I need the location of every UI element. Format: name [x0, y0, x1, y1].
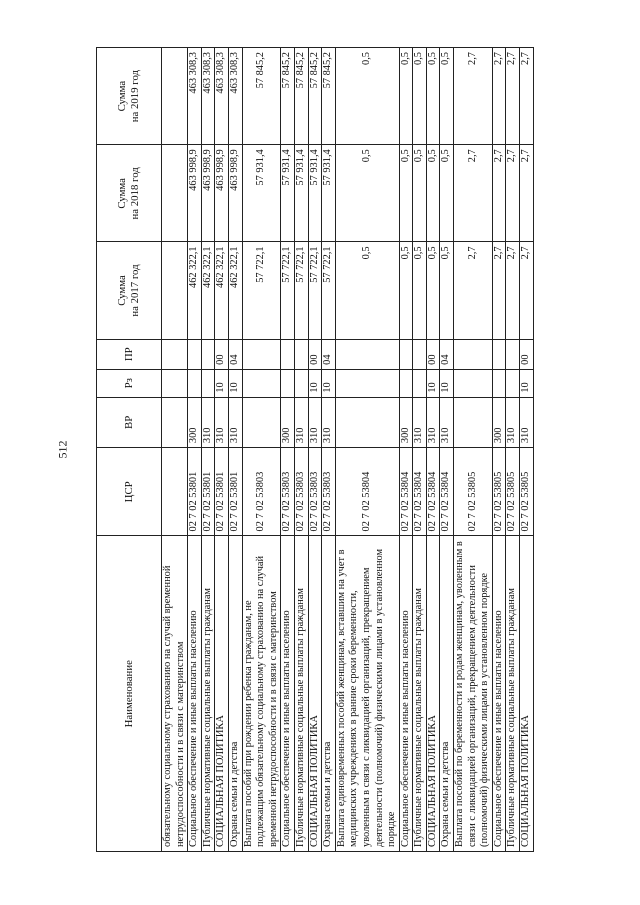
- table-cell-pr: [281, 339, 295, 369]
- table-cell-pr: 04: [440, 339, 454, 369]
- table-row: [281, 48, 295, 852]
- table-cell-pr: [294, 339, 308, 369]
- table-cell-sum-2019: 0,5: [335, 48, 399, 145]
- table-cell-name: Выплата пособий при рождении ребенка гражданам, не подлежащим обязательному социальному страхованию на случай временной нетрудоспособности и в связи с материнством: [242, 536, 281, 852]
- table-cell-sum-2017: [162, 242, 188, 339]
- table-cell-csr: [162, 448, 188, 536]
- table-cell-sum-2018: 463 998,9: [215, 145, 229, 242]
- table-cell-name: Публичные нормативные социальные выплаты гражданам: [201, 536, 215, 852]
- table-cell-sum-2017: 0,5: [440, 242, 454, 339]
- table-cell-csr: 02 7 02 53803: [294, 448, 308, 536]
- table-cell-pr: [188, 339, 202, 369]
- table-cell-name: СОЦИАЛЬНАЯ ПОЛИТИКА: [426, 536, 440, 852]
- table-cell-csr: 02 7 02 53804: [426, 448, 440, 536]
- table-cell-rz: 10: [520, 369, 534, 397]
- table-cell-vr: 310: [506, 397, 520, 447]
- table-cell-sum-2019: 2,7: [492, 48, 506, 145]
- table-cell-sum-2017: 57 722,1: [294, 242, 308, 339]
- table-cell-sum-2017: 0,5: [413, 242, 427, 339]
- table-cell-sum-2019: 2,7: [506, 48, 520, 145]
- header-sum-2019-line2: на 2019 год: [129, 69, 141, 123]
- table-row: [228, 48, 242, 852]
- table-cell-vr: 300: [399, 397, 413, 447]
- table-row: [492, 48, 506, 852]
- table-cell-csr: 02 7 02 53801: [201, 448, 215, 536]
- table-cell-sum-2018: 57 931,4: [322, 145, 336, 242]
- table-cell-vr: [454, 397, 493, 447]
- table-cell-sum-2018: 57 931,4: [281, 145, 295, 242]
- table-cell-pr: 00: [520, 339, 534, 369]
- table-cell-sum-2017: 0,5: [399, 242, 413, 339]
- table-cell-rz: [281, 369, 295, 397]
- table-row: [399, 48, 413, 852]
- table-cell-csr: 02 7 02 53803: [242, 448, 281, 536]
- table-cell-name: Выплата пособий по беременности и родам женщинам, уволенным в связи с ликвидацией организаций, прекращением деятельности (полномочий) физическими лицами в установленном порядке: [454, 536, 493, 852]
- table-cell-name: Выплата единовременных пособий женщинам, вставшим на учет в медицинских учреждениях в ранние сроки беременности, уволенным в связи с ликвидацией организаций, прекращением деятельности (полномочий) физическими лицами в установленном порядке: [335, 536, 399, 852]
- table-cell-sum-2019: 57 845,2: [308, 48, 322, 145]
- table-cell-pr: [335, 339, 399, 369]
- header-sum-2017: [97, 242, 162, 339]
- table-cell-sum-2018: 463 998,9: [188, 145, 202, 242]
- table-cell-name: Охрана семьи и детства: [228, 536, 242, 852]
- header-vr: ВР: [97, 397, 162, 447]
- table-cell-sum-2017: 2,7: [506, 242, 520, 339]
- table-cell-sum-2019: 57 845,2: [322, 48, 336, 145]
- table-cell-vr: 310: [322, 397, 336, 447]
- table-cell-vr: 310: [440, 397, 454, 447]
- table-cell-vr: 310: [201, 397, 215, 447]
- header-sum-2017-line2: на 2017 год: [129, 264, 141, 317]
- header-sum-2018-line1: Сумма: [116, 178, 129, 209]
- table-cell-sum-2018: 0,5: [335, 145, 399, 242]
- table-cell-name: СОЦИАЛЬНАЯ ПОЛИТИКА: [520, 536, 534, 852]
- table-cell-rz: [454, 369, 493, 397]
- table-cell-sum-2017: 57 722,1: [308, 242, 322, 339]
- table-row: [188, 48, 202, 852]
- table-cell-sum-2017: 2,7: [520, 242, 534, 339]
- table-cell-rz: 10: [426, 369, 440, 397]
- table-cell-sum-2017: 0,5: [426, 242, 440, 339]
- table-cell-rz: 10: [440, 369, 454, 397]
- table-cell-csr: 02 7 02 53805: [492, 448, 506, 536]
- table-cell-rz: [399, 369, 413, 397]
- table-row: [162, 48, 188, 852]
- table-row: [413, 48, 427, 852]
- table-cell-csr: 02 7 02 53805: [520, 448, 534, 536]
- table-cell-sum-2018: 57 931,4: [308, 145, 322, 242]
- table-cell-csr: 02 7 02 53804: [335, 448, 399, 536]
- header-rz: Рз: [97, 369, 162, 397]
- table-cell-rz: 10: [215, 369, 229, 397]
- table-cell-sum-2019: [162, 48, 188, 145]
- table-cell-csr: 02 7 02 53801: [215, 448, 229, 536]
- table-cell-pr: [201, 339, 215, 369]
- table-cell-vr: 310: [215, 397, 229, 447]
- table-cell-sum-2019: 2,7: [520, 48, 534, 145]
- table-cell-sum-2019: 57 845,2: [242, 48, 281, 145]
- table-cell-rz: [506, 369, 520, 397]
- table-row: [506, 48, 520, 852]
- table-cell-sum-2019: 463 308,3: [188, 48, 202, 145]
- table-cell-vr: 300: [281, 397, 295, 447]
- table-cell-name: Публичные нормативные социальные выплаты гражданам: [294, 536, 308, 852]
- table-cell-sum-2019: 463 308,3: [201, 48, 215, 145]
- table-cell-rz: 10: [322, 369, 336, 397]
- table-cell-name: Социальное обеспечение и иные выплаты населению: [492, 536, 506, 852]
- table-cell-rz: [188, 369, 202, 397]
- table-cell-csr: 02 7 02 53804: [399, 448, 413, 536]
- table-cell-rz: [162, 369, 188, 397]
- table-cell-sum-2019: 0,5: [440, 48, 454, 145]
- table-cell-sum-2017: 57 722,1: [242, 242, 281, 339]
- table-row: [520, 48, 534, 852]
- table-cell-rz: [294, 369, 308, 397]
- table-cell-sum-2019: 57 845,2: [294, 48, 308, 145]
- table-row: [308, 48, 322, 852]
- table-row: [454, 48, 493, 852]
- table-cell-sum-2019: 0,5: [399, 48, 413, 145]
- table-row: [215, 48, 229, 852]
- table-cell-sum-2018: 57 931,4: [294, 145, 308, 242]
- table-cell-sum-2019: 463 308,3: [228, 48, 242, 145]
- table-cell-sum-2018: 463 998,9: [228, 145, 242, 242]
- table-cell-rz: [201, 369, 215, 397]
- table-cell-name: Социальное обеспечение и иные выплаты населению: [188, 536, 202, 852]
- table-cell-csr: 02 7 02 53803: [308, 448, 322, 536]
- table-cell-sum-2017: 0,5: [335, 242, 399, 339]
- table-row: [426, 48, 440, 852]
- table-cell-name: обязательному социальному страхованию на случай временной нетрудоспособности и в связи с материнством: [162, 536, 188, 852]
- table-cell-vr: 310: [228, 397, 242, 447]
- table-cell-sum-2018: 2,7: [520, 145, 534, 242]
- table-cell-sum-2017: 57 722,1: [281, 242, 295, 339]
- table-cell-csr: 02 7 02 53805: [506, 448, 520, 536]
- table-cell-vr: 310: [413, 397, 427, 447]
- page-number: 512: [55, 440, 70, 459]
- table-cell-rz: [413, 369, 427, 397]
- table-cell-sum-2018: 2,7: [492, 145, 506, 242]
- table-cell-csr: 02 7 02 53803: [322, 448, 336, 536]
- table-cell-pr: [242, 339, 281, 369]
- table-cell-sum-2019: 463 308,3: [215, 48, 229, 145]
- table-cell-pr: 04: [228, 339, 242, 369]
- header-sum-2019-line1: Сумма: [116, 80, 129, 112]
- table-cell-sum-2018: 463 998,9: [201, 145, 215, 242]
- header-sum-2018: [97, 145, 162, 242]
- table-cell-sum-2018: 0,5: [440, 145, 454, 242]
- table-row: [322, 48, 336, 852]
- table-cell-name: Социальное обеспечение и иные выплаты населению: [281, 536, 295, 852]
- table-cell-pr: [162, 339, 188, 369]
- table-row: [440, 48, 454, 852]
- header-name: Наименование: [97, 536, 162, 852]
- table-row: [242, 48, 281, 852]
- table-cell-pr: [454, 339, 493, 369]
- table-cell-sum-2017: 462 322,1: [188, 242, 202, 339]
- table-cell-sum-2017: 462 322,1: [201, 242, 215, 339]
- table-cell-sum-2017: 462 322,1: [228, 242, 242, 339]
- table-cell-sum-2018: 2,7: [506, 145, 520, 242]
- table-cell-pr: 04: [322, 339, 336, 369]
- table-cell-csr: 02 7 02 53801: [188, 448, 202, 536]
- header-csr: ЦСР: [97, 448, 162, 536]
- table-cell-name: Социальное обеспечение и иные выплаты населению: [399, 536, 413, 852]
- table-cell-rz: [492, 369, 506, 397]
- table-cell-sum-2019: 0,5: [413, 48, 427, 145]
- budget-table: [96, 47, 534, 852]
- table-cell-sum-2019: 57 845,2: [281, 48, 295, 145]
- table-cell-sum-2017: 57 722,1: [322, 242, 336, 339]
- table-cell-name: СОЦИАЛЬНАЯ ПОЛИТИКА: [215, 536, 229, 852]
- table-cell-rz: 10: [308, 369, 322, 397]
- header-sum-2019: [97, 48, 162, 145]
- table-cell-sum-2018: 0,5: [399, 145, 413, 242]
- table-cell-pr: [492, 339, 506, 369]
- table-cell-sum-2019: 0,5: [426, 48, 440, 145]
- table-cell-sum-2018: 0,5: [426, 145, 440, 242]
- table-cell-vr: 310: [426, 397, 440, 447]
- table-cell-csr: 02 7 02 53804: [413, 448, 427, 536]
- table-row: [201, 48, 215, 852]
- table-cell-sum-2018: 57 931,4: [242, 145, 281, 242]
- table-cell-csr: 02 7 02 53805: [454, 448, 493, 536]
- table-cell-name: Публичные нормативные социальные выплаты гражданам: [413, 536, 427, 852]
- table-row: [335, 48, 399, 852]
- table-cell-pr: [399, 339, 413, 369]
- table-cell-pr: 00: [426, 339, 440, 369]
- table-cell-vr: 300: [188, 397, 202, 447]
- table-header-row: [97, 48, 162, 852]
- table-cell-pr: [506, 339, 520, 369]
- table-cell-name: Охрана семьи и детства: [322, 536, 336, 852]
- table-cell-vr: [335, 397, 399, 447]
- table-cell-vr: [242, 397, 281, 447]
- table-cell-sum-2017: 2,7: [454, 242, 493, 339]
- table-row: [294, 48, 308, 852]
- rotated-table-wrapper: [96, 47, 534, 852]
- table-cell-vr: 310: [520, 397, 534, 447]
- table-cell-sum-2018: 2,7: [454, 145, 493, 242]
- table-cell-pr: [413, 339, 427, 369]
- header-sum-2018-line2: на 2018 год: [129, 167, 141, 220]
- table-cell-pr: 00: [215, 339, 229, 369]
- table-cell-vr: 300: [492, 397, 506, 447]
- table-cell-sum-2018: [162, 145, 188, 242]
- table-cell-sum-2017: 2,7: [492, 242, 506, 339]
- table-cell-csr: 02 7 02 53801: [228, 448, 242, 536]
- table-cell-vr: 310: [294, 397, 308, 447]
- table-cell-name: Охрана семьи и детства: [440, 536, 454, 852]
- table-cell-csr: 02 7 02 53803: [281, 448, 295, 536]
- table-cell-sum-2017: 462 322,1: [215, 242, 229, 339]
- table-cell-name: Публичные нормативные социальные выплаты гражданам: [506, 536, 520, 852]
- table-cell-sum-2018: 0,5: [413, 145, 427, 242]
- table-cell-csr: 02 7 02 53804: [440, 448, 454, 536]
- table-cell-rz: [335, 369, 399, 397]
- table-cell-sum-2019: 2,7: [454, 48, 493, 145]
- table-cell-vr: [162, 397, 188, 447]
- table-cell-pr: 00: [308, 339, 322, 369]
- table-cell-vr: 310: [308, 397, 322, 447]
- table-cell-rz: 10: [228, 369, 242, 397]
- table-cell-rz: [242, 369, 281, 397]
- table-cell-name: СОЦИАЛЬНАЯ ПОЛИТИКА: [308, 536, 322, 852]
- header-sum-2017-line1: Сумма: [116, 275, 129, 306]
- table-body: [162, 48, 534, 852]
- header-pr: ПР: [97, 339, 162, 369]
